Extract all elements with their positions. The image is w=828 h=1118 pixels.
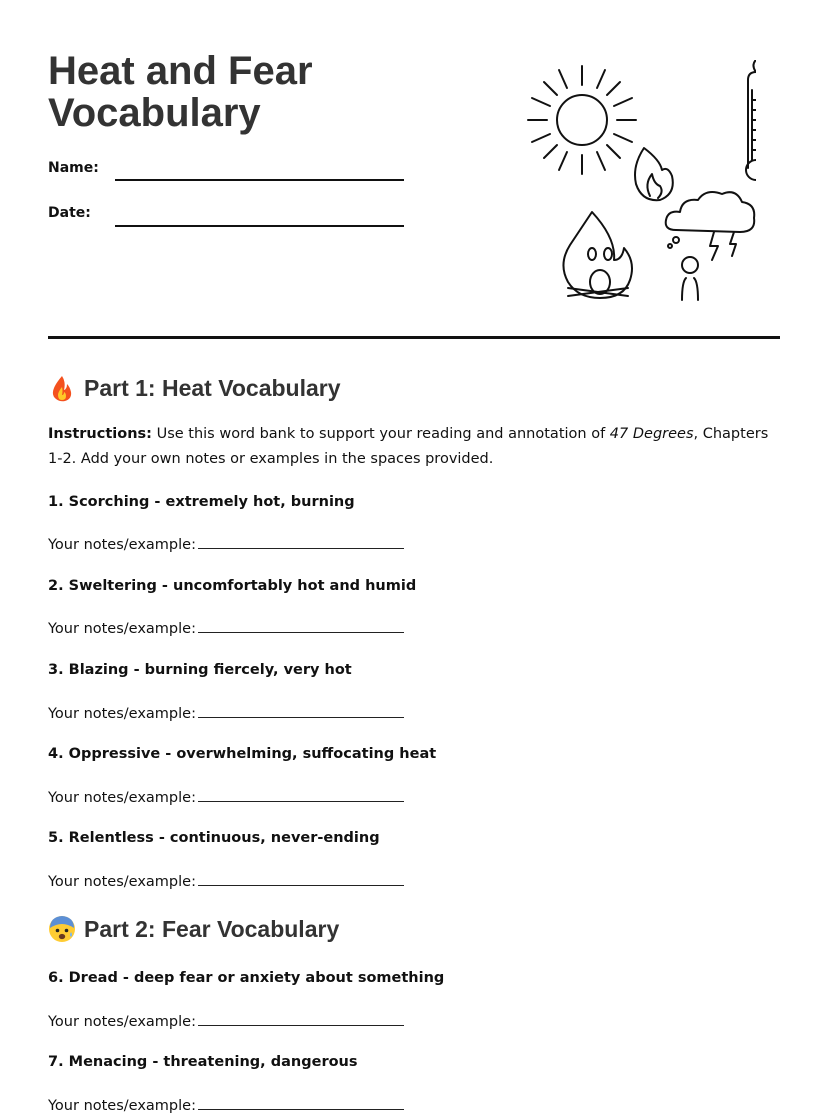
term-6: 6. Dread - deep fear or anxiety about something [48, 970, 445, 986]
notes-input-5[interactable] [198, 871, 404, 886]
page-title [48, 50, 408, 134]
thermometer-icon [746, 60, 756, 180]
scared-flame-icon [563, 212, 632, 298]
notes-label: Your notes/example: [48, 874, 196, 890]
notes-row-7 [48, 1095, 404, 1114]
notes-label: Your notes/example: [48, 537, 196, 553]
notes-input-4[interactable] [198, 787, 404, 802]
notes-row-6 [48, 1011, 404, 1030]
notes-row-4 [48, 787, 404, 806]
title-line-1: Heat and Fear [48, 49, 313, 93]
term-1: 1. Scorching - extremely hot, burning [48, 494, 355, 510]
notes-row-3 [48, 703, 404, 722]
anxious-face-icon [48, 915, 76, 943]
notes-label: Your notes/example: [48, 621, 196, 637]
part1-heading [48, 374, 341, 402]
term-3: 3. Blazing - burning fiercely, very hot [48, 662, 352, 678]
name-label: Name: [48, 160, 99, 176]
storm-cloud-icon [666, 192, 755, 260]
instructions-label: Instructions: [48, 426, 152, 442]
fire-icon [48, 374, 76, 402]
notes-label: Your notes/example: [48, 706, 196, 722]
notes-input-2[interactable] [198, 618, 404, 633]
instructions-text-pre: Use this word bank to support your reading and annotation of [156, 426, 606, 442]
instructions [48, 422, 780, 472]
header-illustrations [526, 60, 756, 310]
notes-row-1 [48, 534, 404, 553]
worried-person-icon [682, 257, 698, 300]
notes-row-2 [48, 618, 404, 637]
sun-icon [528, 66, 636, 174]
term-7: 7. Menacing - threatening, dangerous [48, 1054, 358, 1070]
notes-input-6[interactable] [198, 1011, 404, 1026]
part1-title: Part 1: Heat Vocabulary [84, 374, 341, 401]
date-field[interactable] [115, 225, 404, 227]
term-5: 5. Relentless - continuous, never-ending [48, 830, 380, 846]
notes-input-3[interactable] [198, 703, 404, 718]
part2-heading [48, 915, 339, 943]
notes-input-7[interactable] [198, 1095, 404, 1110]
date-label: Date: [48, 205, 91, 221]
name-field[interactable] [115, 179, 404, 181]
worksheet-page [48, 0, 780, 1118]
notes-label: Your notes/example: [48, 1098, 196, 1114]
book-title: 47 Degrees [609, 426, 694, 442]
notes-label: Your notes/example: [48, 1014, 196, 1030]
part2-title: Part 2: Fear Vocabulary [84, 915, 340, 942]
notes-row-5 [48, 871, 404, 890]
header-divider [48, 336, 780, 339]
title-line-2: Vocabulary [48, 91, 261, 135]
term-4: 4. Oppressive - overwhelming, suffocating heat [48, 746, 437, 762]
small-flame-icon [635, 148, 673, 200]
term-2: 2. Sweltering - uncomfortably hot and humid [48, 578, 417, 594]
instructions-text-post: , Chapters 1-2. Add your own notes or examples in the spaces provided. [48, 426, 769, 467]
notes-label: Your notes/example: [48, 790, 196, 806]
notes-input-1[interactable] [198, 534, 404, 549]
